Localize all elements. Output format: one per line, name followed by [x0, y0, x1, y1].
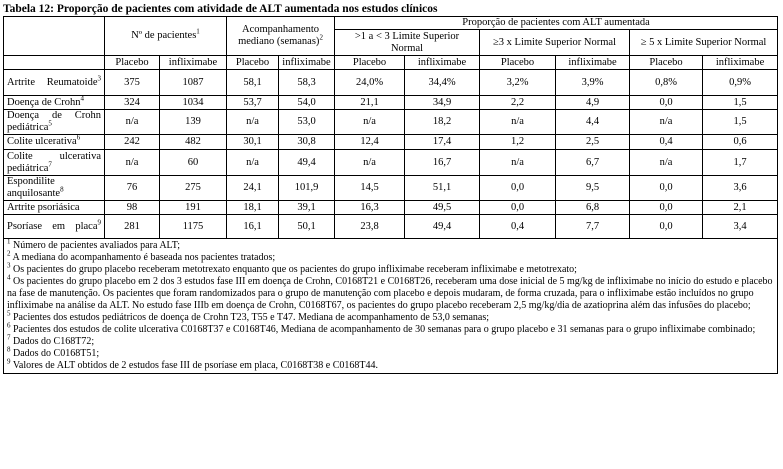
- table-cell: 53,7: [227, 96, 279, 110]
- table-cell: n/a: [105, 150, 160, 176]
- range1-header: >1 a < 3 Limite Superior Normal: [335, 30, 480, 56]
- table-cell: 324: [105, 96, 160, 110]
- table-cell: 60: [160, 150, 227, 176]
- table-cell: 191: [160, 201, 227, 215]
- range3-header: ≥ 5 x Limite Superior Normal: [630, 30, 778, 56]
- table-cell: 98: [105, 201, 160, 215]
- table-cell: 18,1: [227, 201, 279, 215]
- footnotes-row: [4, 239, 778, 374]
- col-infliximab: infliximabe: [279, 56, 335, 70]
- row-label: Psoríase em placa$^9$: [4, 215, 105, 239]
- table-cell: 1,7: [703, 150, 778, 176]
- table-cell: 281: [105, 215, 160, 239]
- table-cell: 58,1: [227, 70, 279, 96]
- table-cell: 375: [105, 70, 160, 96]
- n-patients-header: Nº de pacientes$^1$: [105, 17, 227, 56]
- col-placebo: Placebo: [227, 56, 279, 70]
- table-cell: 1,5: [703, 110, 778, 135]
- table-cell: 50,1: [279, 215, 335, 239]
- table-cell: n/a: [335, 110, 405, 135]
- table-cell: 23,8: [335, 215, 405, 239]
- table-row: [4, 150, 778, 176]
- table-cell: 0,0: [630, 215, 703, 239]
- proportion-header: Proporção de pacientes com ALT aumentada: [335, 17, 778, 30]
- header-row-3: [4, 56, 778, 70]
- table-cell: 16,7: [405, 150, 480, 176]
- table-row: [4, 135, 778, 150]
- footnotes: [4, 239, 778, 374]
- alt-table: [3, 16, 778, 374]
- col-infliximab: infliximabe: [160, 56, 227, 70]
- table-cell: 0,6: [703, 135, 778, 150]
- table-cell: 53,0: [279, 110, 335, 135]
- document: [3, 2, 780, 374]
- table-cell: 49,5: [405, 201, 480, 215]
- table-cell: 6,8: [556, 201, 630, 215]
- table-cell: 17,4: [405, 135, 480, 150]
- row-label: Colite ulcerativa pediátrica$^7$: [4, 150, 105, 176]
- table-cell: n/a: [630, 110, 703, 135]
- table-cell: 3,4: [703, 215, 778, 239]
- table-cell: 0,0: [480, 176, 556, 201]
- col-placebo: Placebo: [630, 56, 703, 70]
- table-cell: 39,1: [279, 201, 335, 215]
- row-label: Artrite psoriásica: [4, 201, 105, 215]
- table-cell: 275: [160, 176, 227, 201]
- table-cell: 1087: [160, 70, 227, 96]
- table-cell: 49,4: [405, 215, 480, 239]
- table-cell: n/a: [630, 150, 703, 176]
- row-label: Espondilite anquilosante$^8$: [4, 176, 105, 201]
- table-cell: n/a: [227, 150, 279, 176]
- table-cell: 58,3: [279, 70, 335, 96]
- table-cell: 24,0%: [335, 70, 405, 96]
- table-cell: 2,5: [556, 135, 630, 150]
- col-infliximab: infliximabe: [703, 56, 778, 70]
- table-cell: 7,7: [556, 215, 630, 239]
- table-cell: 49,4: [279, 150, 335, 176]
- table-cell: 0,0: [630, 176, 703, 201]
- table-cell: n/a: [480, 150, 556, 176]
- col-placebo: Placebo: [335, 56, 405, 70]
- table-cell: 0,4: [630, 135, 703, 150]
- row-label: Artrite Reumatoide$^3$: [4, 70, 105, 96]
- table-cell: 34,4%: [405, 70, 480, 96]
- table-cell: 0,8%: [630, 70, 703, 96]
- table-cell: 6,7: [556, 150, 630, 176]
- table-cell: 30,1: [227, 135, 279, 150]
- col-placebo: Placebo: [105, 56, 160, 70]
- table-cell: 101,9: [279, 176, 335, 201]
- table-cell: 1175: [160, 215, 227, 239]
- table-cell: 18,2: [405, 110, 480, 135]
- table-cell: 12,4: [335, 135, 405, 150]
- corner-cell: [4, 17, 105, 56]
- table-cell: 1,5: [703, 96, 778, 110]
- table-cell: 0,4: [480, 215, 556, 239]
- row-label: Doença de Crohn$^4$: [4, 96, 105, 110]
- table-cell: 21,1: [335, 96, 405, 110]
- table-cell: 16,1: [227, 215, 279, 239]
- footnote: $^3$ Os pacientes do grupo placebo receberam metotrexato enquanto que os pacientes do grupo infliximabe receberam infliximabe e metotrexato;: [7, 261, 577, 275]
- col-placebo: Placebo: [480, 56, 556, 70]
- table-cell: 30,8: [279, 135, 335, 150]
- table-cell: 0,0: [630, 201, 703, 215]
- table-row: [4, 201, 778, 215]
- table-cell: 1,2: [480, 135, 556, 150]
- table-cell: 1034: [160, 96, 227, 110]
- footnote: $^9$ Valores de ALT obtidos de 2 estudos fase III de psoríase em placa, C0168T38 e C0168T44.: [7, 357, 379, 371]
- table-cell: n/a: [105, 110, 160, 135]
- table-row: [4, 176, 778, 201]
- footnote: $^2$ A mediana do acompanhamento é baseada nos pacientes tratados;: [7, 249, 276, 263]
- table-cell: 139: [160, 110, 227, 135]
- table-cell: 51,1: [405, 176, 480, 201]
- table-cell: 16,3: [335, 201, 405, 215]
- table-cell: 76: [105, 176, 160, 201]
- table-cell: 482: [160, 135, 227, 150]
- table-cell: n/a: [227, 110, 279, 135]
- row-label: Doença de Crohn pediátrica$^5$: [4, 110, 105, 135]
- table-cell: 3,6: [703, 176, 778, 201]
- table-cell: 0,0: [630, 96, 703, 110]
- table-cell: 3,2%: [480, 70, 556, 96]
- row-label: Colite ulcerativa$^6$: [4, 135, 105, 150]
- table-title: Tabela 12: Proporção de pacientes com atividade de ALT aumentada nos estudos clínicos: [3, 3, 438, 15]
- footnote: $^5$ Pacientes dos estudos pediátricos de doença de Crohn T23, T55 e T47. Mediana de acompanhamento de 53,0 semanas;: [7, 309, 489, 323]
- table-cell: 2,1: [703, 201, 778, 215]
- table-cell: 2,2: [480, 96, 556, 110]
- table-row: [4, 110, 778, 135]
- table-cell: 34,9: [405, 96, 480, 110]
- table-cell: 24,1: [227, 176, 279, 201]
- header-row-1: [4, 17, 778, 30]
- table-cell: 54,0: [279, 96, 335, 110]
- table-cell: 242: [105, 135, 160, 150]
- table-cell: 4,4: [556, 110, 630, 135]
- table-cell: n/a: [480, 110, 556, 135]
- footnote: $^6$ Pacientes dos estudos de colite ulcerativa C0168T37 e C0168T46, Mediana de acompanhamento de 30 semanas para o grupo placebo e 31 semanas para o grupo infliximabe combinado;: [7, 321, 756, 335]
- table-cell: 14,5: [335, 176, 405, 201]
- table-cell: n/a: [335, 150, 405, 176]
- table-cell: 9,5: [556, 176, 630, 201]
- col-infliximab: infliximabe: [405, 56, 480, 70]
- table-row: [4, 70, 778, 96]
- col-infliximab: infliximabe: [556, 56, 630, 70]
- range2-header: ≥3 x Limite Superior Normal: [480, 30, 630, 56]
- table-cell: 0,9%: [703, 70, 778, 96]
- footnote: $^8$ Dados do C0168T51;: [7, 345, 100, 359]
- footnote: $^7$ Dados do C168T72;: [7, 333, 95, 347]
- table-row: [4, 96, 778, 110]
- table-cell: 4,9: [556, 96, 630, 110]
- table-cell: 3,9%: [556, 70, 630, 96]
- followup-header: Acompanhamento mediano (semanas)$^2$: [227, 17, 335, 56]
- table-row: [4, 215, 778, 239]
- footnote: $^1$ Número de pacientes avaliados para ALT;: [7, 238, 181, 251]
- footnote: $^4$ Os pacientes do grupo placebo em 2 dos 3 estudos fase III em doença de Crohn, C0168T21 e C0168T26, receberam uma dose inicial de 5 mg/kg de infliximabe no início do estudo e placebo na fase de manutenção. Os pacientes que foram randomizados para o grupo de manutenção com placebo e depois mudaram, de forma cruzada, para o infliximabe estão incluídos no grupo infliximabe na análise da ALT. No estudo fase IIIb em doença de Crohn, C0168T67, os pacientes do grupo placebo receberam 2,5 mg/kg/dia de azatioprina além das infusões do placebo;: [7, 273, 773, 311]
- table-cell: 0,0: [480, 201, 556, 215]
